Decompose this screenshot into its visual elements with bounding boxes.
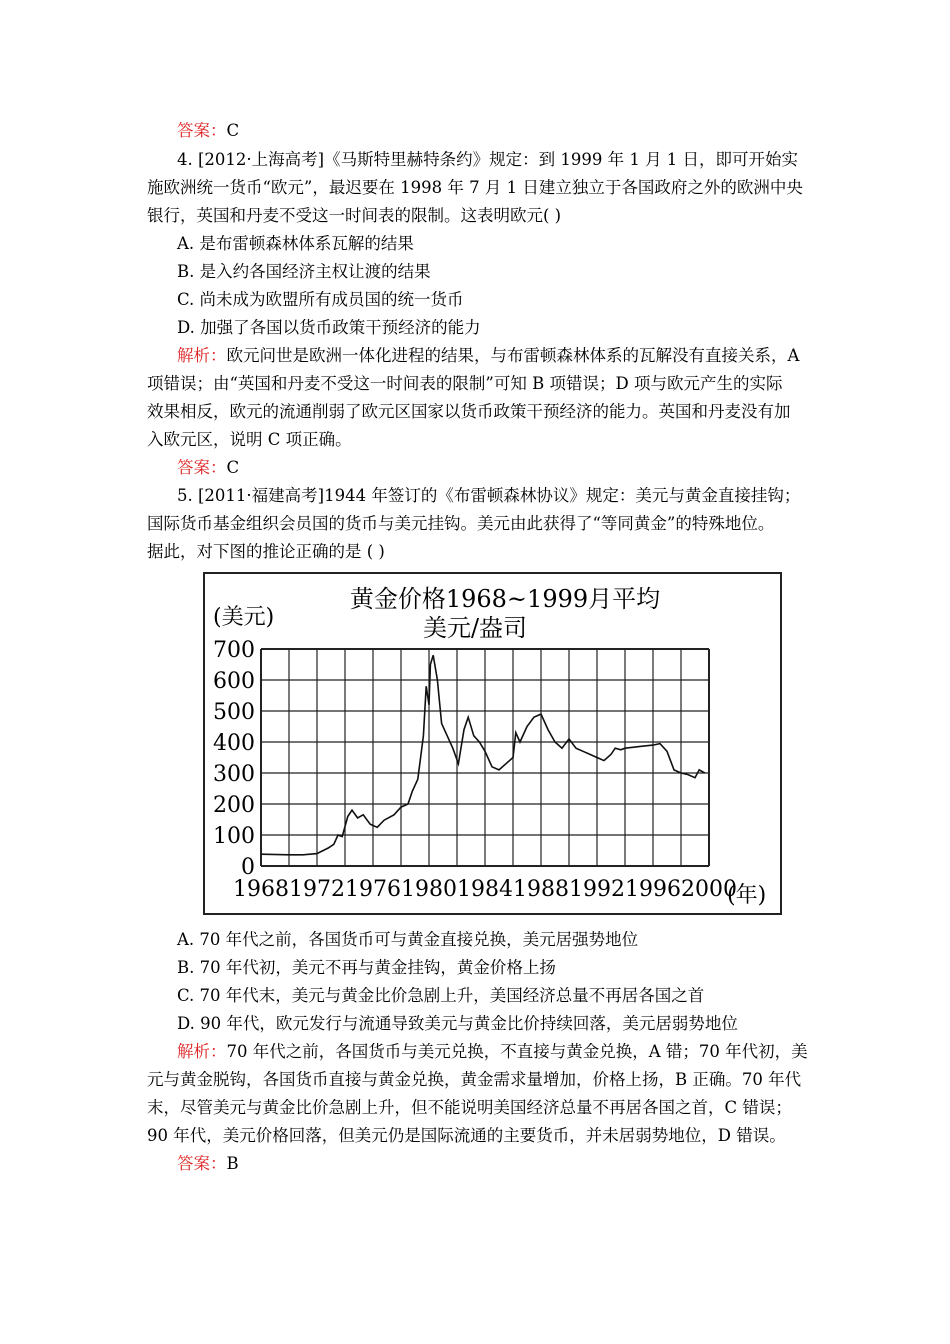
x-tick-label: 1992 <box>569 877 625 902</box>
x-tick-label: 1988 <box>513 877 569 902</box>
y-tick-label: 500 <box>213 700 255 725</box>
answer-label: 答案： <box>177 458 227 477</box>
x-tick-label: 1984 <box>457 877 513 902</box>
y-tick-label: 600 <box>213 669 255 694</box>
y-tick-labels <box>213 638 255 880</box>
analysis-text: 欧元问世是欧洲一体化进程的结果，与布雷顿森林体系的瓦解没有直接关系，A <box>226 346 800 365</box>
answer-label: 答案： <box>177 1154 227 1173</box>
gold-price-chart <box>203 572 782 915</box>
q5-stem-line: 5. [2011·福建高考]1944 年签订的《布雷顿森林协议》规定：美元与黄金直接挂钩； <box>177 486 801 505</box>
q5-option-d: D. 90 年代，欧元发行与流通导致美元与黄金比价持续回落，美元居弱势地位 <box>177 1014 738 1033</box>
q4-stem-line: 银行，英国和丹麦不受这一时间表的限制。这表明欧元( ) <box>147 206 562 225</box>
answer-value: C <box>226 458 240 477</box>
analysis-label: 解析： <box>177 346 227 365</box>
analysis-label: 解析： <box>177 1042 227 1061</box>
x-tick-label: 1980 <box>401 877 457 902</box>
answer-value: B <box>226 1154 239 1173</box>
x-tick-label: 1972 <box>289 877 345 902</box>
chart-subtitle: 美元/盎司 <box>422 614 528 642</box>
q4-answer <box>177 458 239 478</box>
chart-grid <box>261 649 709 866</box>
q5-option-a: A. 70 年代之前，各国货币可与黄金直接兑换，美元居强势地位 <box>177 930 639 949</box>
x-tick-label: 1976 <box>345 877 401 902</box>
x-tick-label: 1968 <box>233 877 289 902</box>
q5-stem-line: 据此，对下图的推论正确的是 ( ) <box>147 542 385 561</box>
gold-price-line <box>261 655 705 855</box>
q4-option-d: D. 加强了各国以货币政策干预经济的能力 <box>177 318 481 337</box>
q4-option-b: B. 是入约各国经济主权让渡的结果 <box>177 262 431 281</box>
y-tick-label: 0 <box>241 855 255 880</box>
gold-price-chart-svg <box>205 574 780 913</box>
y-tick-label: 200 <box>213 793 255 818</box>
q4-analysis-line: 入欧元区，说明 C 项正确。 <box>147 430 352 449</box>
q5-answer <box>177 1154 239 1174</box>
q4-stem-line: 4. [2012·上海高考]《马斯特里赫特条约》规定：到 1999 年 1 月 1 日，即可开始实 <box>177 150 799 169</box>
y-tick-label: 400 <box>213 731 255 756</box>
x-tick-labels <box>233 877 737 902</box>
chart-title: 黄金价格1968~1999月平均 <box>349 585 661 613</box>
q4-analysis-line: 项错误；由“英国和丹麦不受这一时间表的限制”可知 B 项错误；D 项与欧元产生的实际 <box>147 374 783 393</box>
x-axis-label: (年) <box>727 883 767 908</box>
q5-analysis-line: 末，尽管美元与黄金比价急剧上升，但不能说明美国经济总量不再居各国之首，C 错误； <box>147 1098 792 1117</box>
answer-value: C <box>226 121 240 140</box>
q4-analysis-line: 效果相反，欧元的流通削弱了欧元区国家以货币政策干预经济的能力。英国和丹麦没有加 <box>147 402 791 421</box>
q5-analysis-line: 90 年代，美元价格回落，但美元仍是国际流通的主要货币，并未居弱势地位，D 错误。 <box>147 1126 786 1145</box>
prev-answer <box>177 121 239 141</box>
q5-stem-line: 国际货币基金组织会员国的货币与美元挂钩。美元由此获得了“等同黄金”的特殊地位。 <box>147 514 775 533</box>
q4-analysis-line <box>177 346 799 366</box>
x-tick-label: 1996 <box>625 877 681 902</box>
answer-label: 答案： <box>177 121 227 140</box>
q4-option-a: A. 是布雷顿森林体系瓦解的结果 <box>177 234 414 253</box>
x-tick-label: 2000 <box>681 877 737 902</box>
q5-analysis-line: 元与黄金脱钩，各国货币直接与黄金兑换，黄金需求量增加，价格上扬，B 正确。70 年代 <box>147 1070 802 1089</box>
y-axis-label: (美元) <box>213 605 275 630</box>
analysis-text: 70 年代之前，各国货币与美元兑换，不直接与黄金兑换，A 错；70 年代初，美 <box>226 1042 808 1061</box>
q4-option-c: C. 尚未成为欧盟所有成员国的统一货币 <box>177 290 464 309</box>
q5-option-c: C. 70 年代末，美元与黄金比价急剧上升，美国经济总量不再居各国之首 <box>177 986 705 1005</box>
q5-option-b: B. 70 年代初，美元不再与黄金挂钩，黄金价格上扬 <box>177 958 556 977</box>
y-tick-label: 100 <box>213 824 255 849</box>
y-tick-label: 300 <box>213 762 255 787</box>
y-tick-label: 700 <box>213 638 255 663</box>
q5-analysis-line <box>177 1042 808 1062</box>
q4-stem-line: 施欧洲统一货币“欧元”，最迟要在 1998 年 7 月 1 日建立独立于各国政府之外的欧洲中央 <box>147 178 803 197</box>
